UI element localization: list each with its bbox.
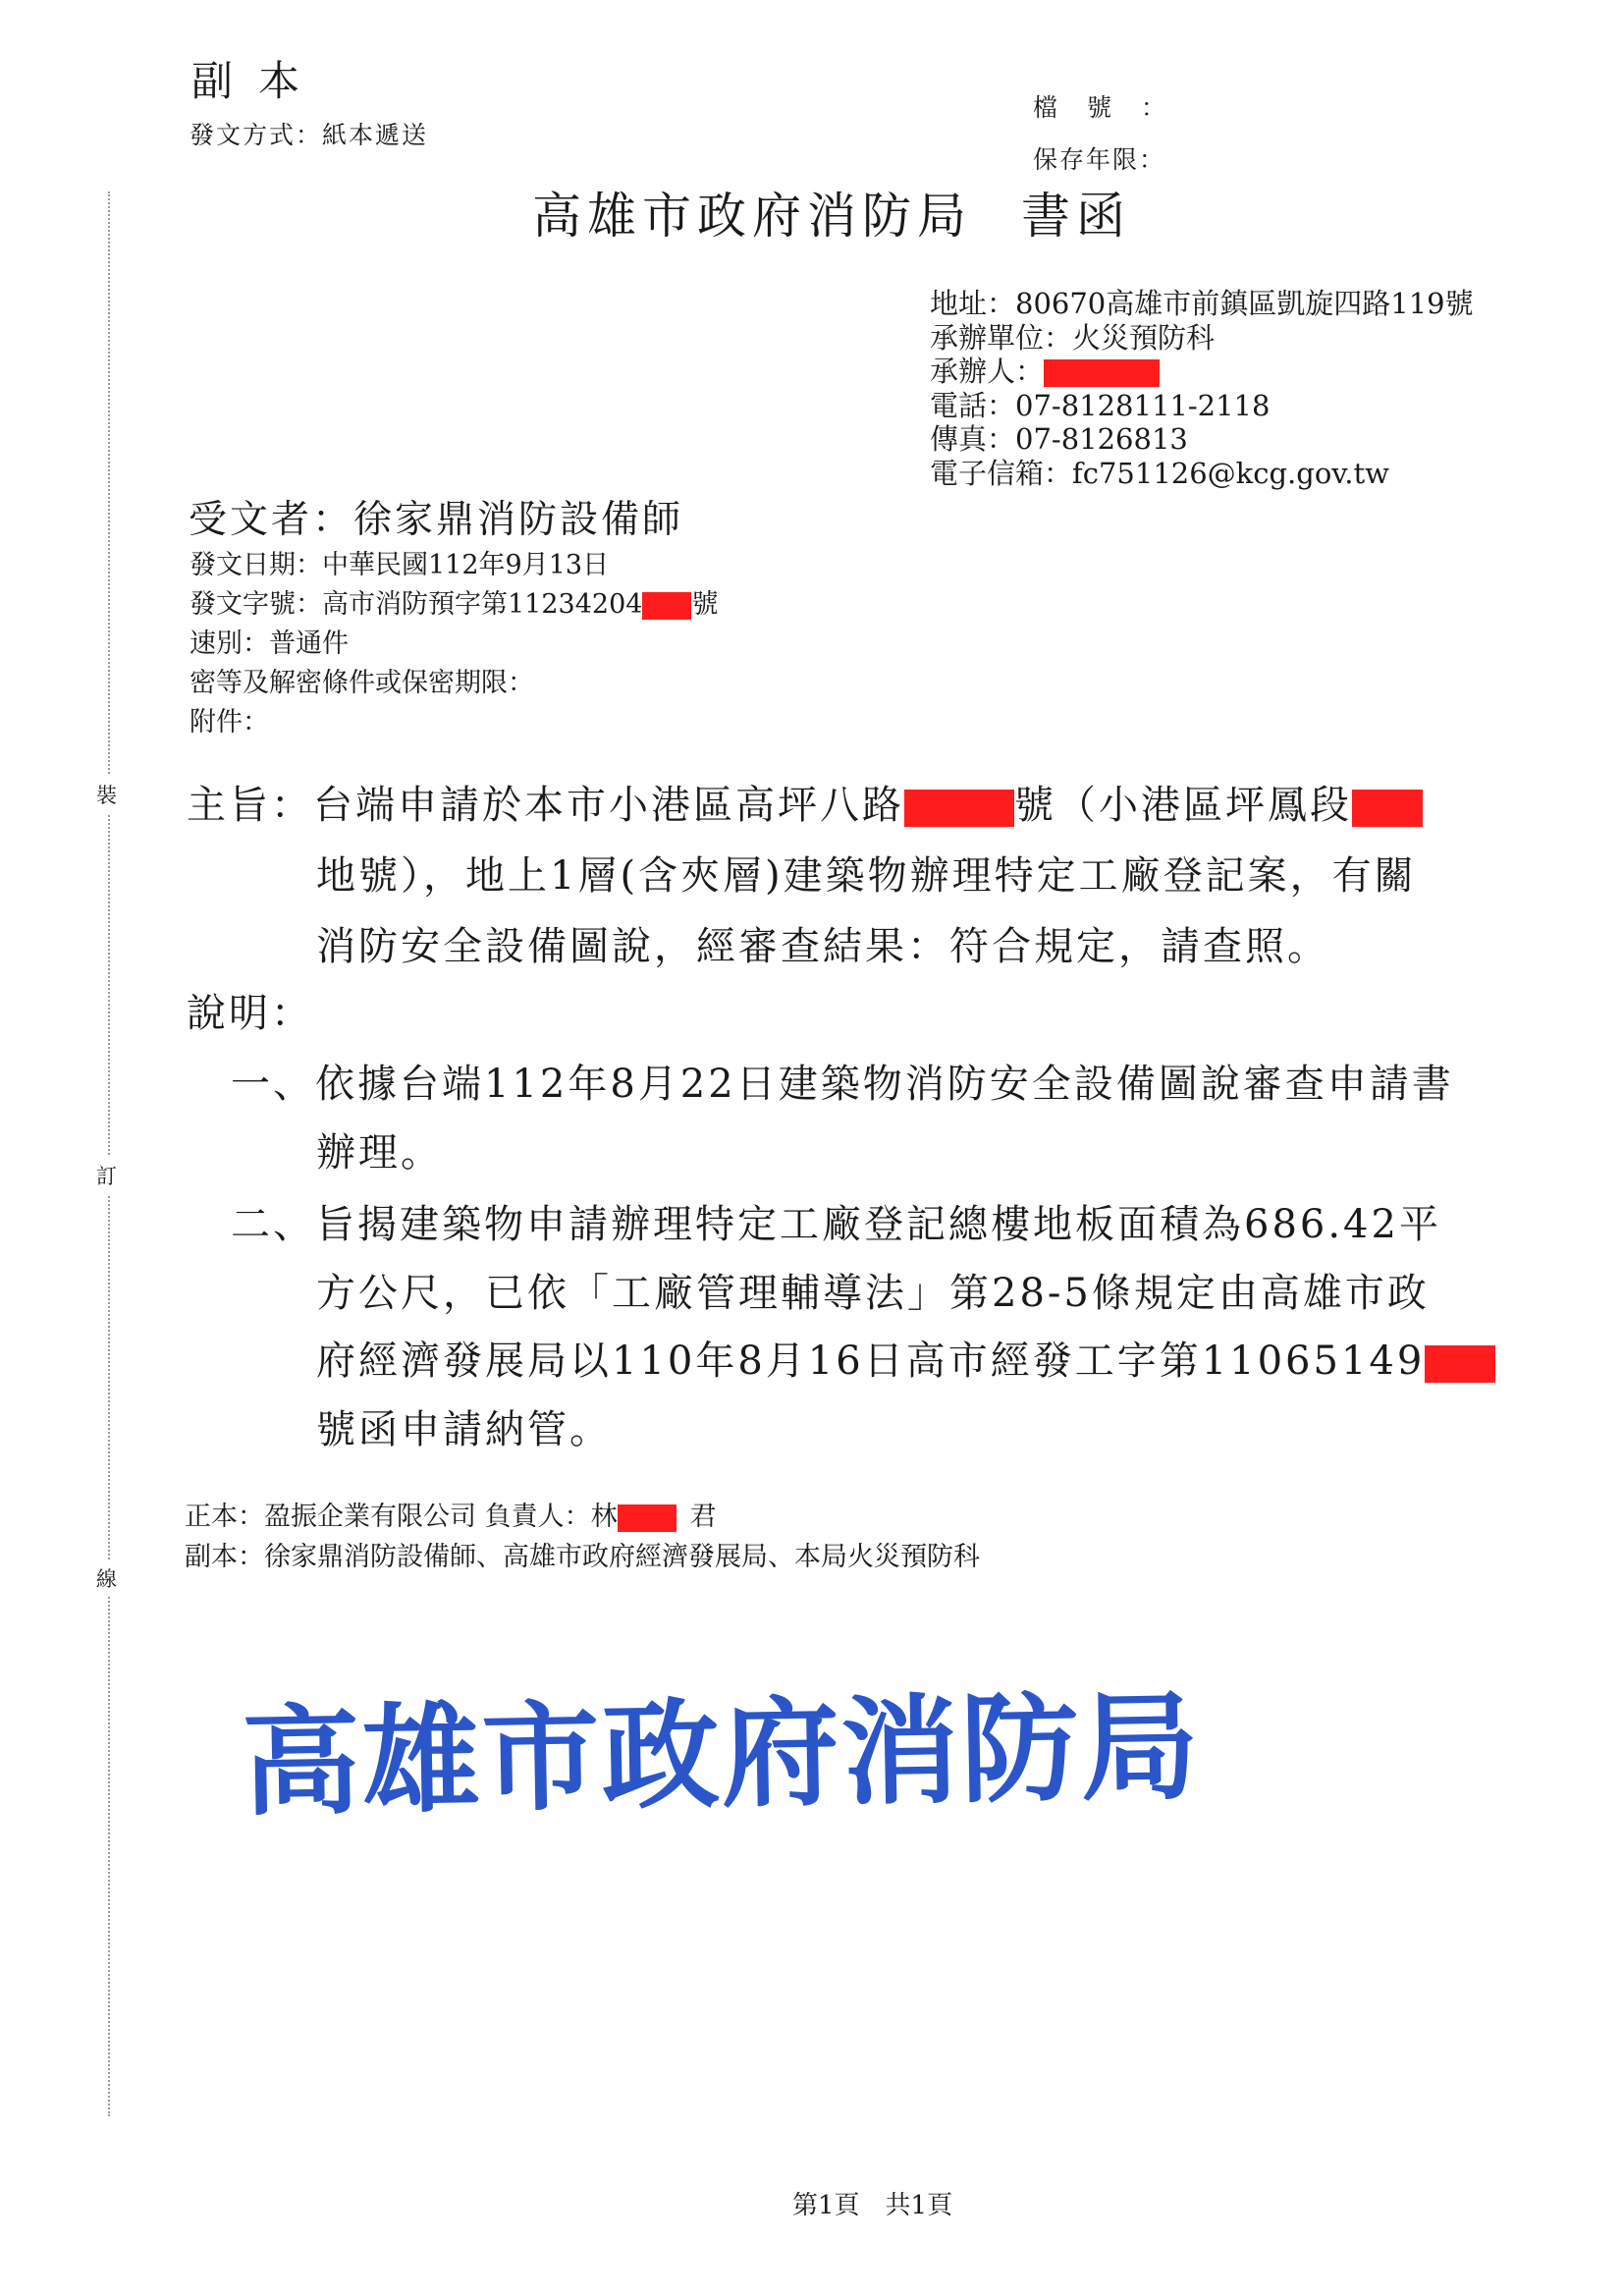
explanation-item-2-line-3 (316, 1330, 1495, 1386)
subject-text-a: 主旨：台端申請於本市小港區高坪八路 (187, 783, 904, 828)
agency-name: 高雄市政府消防局 (532, 188, 972, 245)
explanation-item-2-text: 府經濟發展局以110年8月16日高市經發工字第11065149 (316, 1339, 1426, 1384)
subject-line-2: 地號），地上1層(含夾層)建築物辦理特定工廠登記案，有關 (316, 853, 1417, 899)
copy-recipients: 副本：徐家鼎消防設備師、高雄市政府經濟發展局、本局火災預防科 (185, 1542, 980, 1572)
contact-fax: 傳真：07-8126813 (930, 422, 1188, 456)
attachment: 附件： (189, 707, 269, 738)
redaction-box (1425, 1345, 1495, 1383)
contact-handler (930, 355, 1474, 389)
contact-phone: 電話：07-8128111-2118 (930, 388, 1271, 422)
agency-stamp: 高雄市政府消防局 (241, 1676, 1202, 1832)
recipient: 受文者：徐家鼎消防設備師 (189, 498, 684, 542)
original-recipient (185, 1497, 980, 1537)
redaction-box (642, 592, 691, 620)
contact-handler-label: 承辦人： (930, 355, 1045, 388)
page-number: 第1頁 共1頁 (792, 2191, 953, 2220)
send-method: 發文方式：紙本遞送 (189, 121, 429, 149)
document-type: 書函 (1021, 188, 1131, 245)
contact-email: 電子信箱：fc751126@kcg.gov.tw (930, 456, 1389, 490)
contact-unit: 承辦單位：火災預防科 (930, 320, 1216, 355)
explanation-item-1-line-2: 辦理。 (316, 1130, 443, 1175)
explanation-item-2-line-4: 號函申請納管。 (316, 1407, 612, 1452)
file-number-colon: ： (1141, 93, 1166, 122)
binding-mark-ding: 訂 (96, 1157, 117, 1194)
subject-line-1 (187, 774, 1423, 830)
binding-mark-zhuang: 裝 (96, 776, 117, 813)
redaction-box (1044, 359, 1160, 387)
subject-line-3: 消防安全設備圖說，經審查結果：符合規定，請查照。 (316, 924, 1329, 969)
original-recipient-text: 正本：盈振企業有限公司 負責人：林 (185, 1502, 618, 1532)
retention-period: 保存年限： (1033, 145, 1166, 174)
copy-mark: 副本 (191, 57, 326, 105)
explanation-label: 說明： (187, 991, 313, 1036)
explanation-item-1-line-1: 一、依據台端112年8月22日建築物消防安全設備圖說審查申請書 (231, 1062, 1454, 1107)
subject-text-b: 號（小港區坪鳳段 (1014, 783, 1352, 828)
document-title (532, 177, 1131, 247)
original-recipient-suffix: 君 (689, 1502, 717, 1532)
secrecy-level: 密等及解密條件或保密期限： (189, 668, 534, 698)
explanation-item-2-line-1: 二、旨揭建築物申請辦理特定工廠登記總樓地板面積為686.42平 (231, 1202, 1441, 1247)
issue-date: 發文日期：中華民國112年9月13日 (189, 550, 610, 580)
redaction-box (1352, 790, 1423, 827)
document-number-suffix: 號 (691, 589, 719, 620)
binding-mark-xian: 線 (96, 1559, 117, 1597)
file-number-label: 檔號 (1033, 93, 1142, 122)
delivery-speed: 速別：普通件 (189, 629, 349, 659)
document-number-text: 發文字號：高市消防預字第11234204 (189, 589, 643, 620)
binding-line (108, 191, 110, 2116)
distribution-list (185, 1497, 980, 1577)
document-number (189, 585, 718, 625)
file-number (1033, 88, 1165, 124)
contact-address: 地址：80670高雄市前鎮區凱旋四路119號 (930, 287, 1474, 320)
document-meta (189, 546, 718, 742)
redaction-box (904, 790, 1014, 827)
contact-block (930, 287, 1474, 490)
explanation-item-2-line-2: 方公尺，已依「工廠管理輔導法」第28-5條規定由高雄市政 (316, 1271, 1430, 1316)
redaction-box (618, 1504, 676, 1532)
